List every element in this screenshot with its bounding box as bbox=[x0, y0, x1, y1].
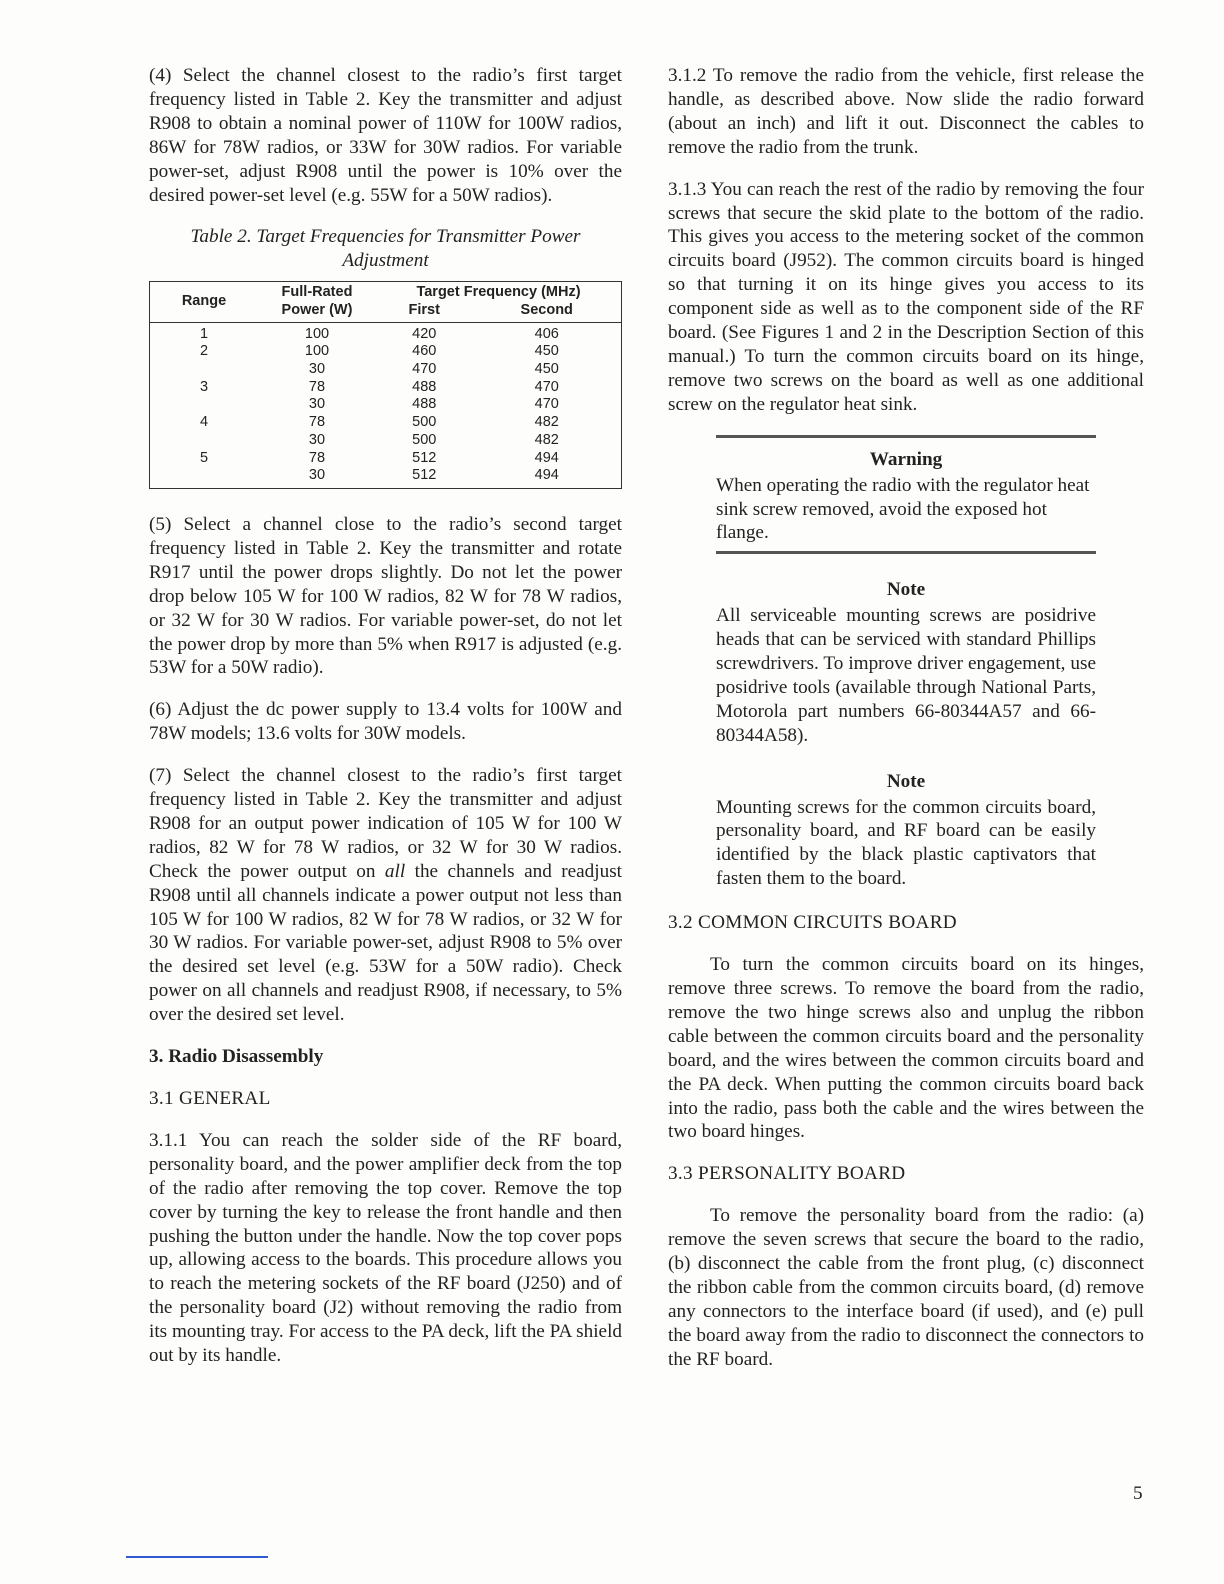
table-cell: 450 bbox=[534, 361, 559, 378]
note-1-text: All serviceable mounting screws are posidrive heads that can be serviced with standard Phillips screwdrivers. To improve driver engagement, use posidrive tools (available through National Parts, Motorola part numbers 66-80344A57 and 66-80344A58). bbox=[716, 605, 1096, 746]
table-cell: 450 bbox=[534, 343, 559, 360]
table-cell: 500 bbox=[412, 431, 437, 448]
caption-line-2: Adjustment bbox=[342, 250, 429, 272]
table-cell bbox=[150, 396, 259, 414]
left-column bbox=[149, 64, 622, 1386]
step-7-emphasis: all bbox=[384, 860, 406, 882]
table-cell: 488 bbox=[412, 396, 437, 413]
table-cell: 30 bbox=[308, 467, 326, 484]
page-number: 5 bbox=[1133, 1483, 1143, 1504]
col-header-range: Range bbox=[150, 282, 259, 322]
section-3-1-2-paragraph: 3.1.2 To remove the radio from the vehicle, first release the handle, as described above. Now slide the radio forward (about an inch) and lift it out. Disconnect the cables to remove the radio from the trunk. bbox=[668, 65, 1144, 158]
table-row bbox=[150, 396, 622, 414]
step-7-text-a: (7) Select the channel closest to the radio’s first target frequency listed in Table 2. Key the transmitter and adjust R908 for an output power indication of 105 W for 100 W radios, 82 W for 78 W radios, or 32 W for 30 W radios. Check the power output on bbox=[149, 765, 622, 882]
table-row bbox=[150, 361, 622, 379]
table-cell: 482 bbox=[534, 414, 559, 431]
table-cell: 78 bbox=[308, 378, 326, 395]
section-3-2-heading: 3.2 COMMON CIRCUITS BOARD bbox=[668, 912, 957, 934]
table-cell: 500 bbox=[412, 414, 437, 431]
section-3-1-1-paragraph: 3.1.1 You can reach the solder side of the RF board, personality board, and the power amplifier deck from the top of the radio after removing the top cover. Remove the top cover by turning the key to release the front handle and then pushing the button under the handle. Now the top cover pops up, allowing access to the boards. This procedure allows you to reach the metering sockets of the RF board (J250) and of the personality board (J2) without removing the radio from its mounting tray. For access to the PA deck, lift the PA shield out by its handle. bbox=[149, 1129, 622, 1367]
section-3-3-heading: 3.3 PERSONALITY BOARD bbox=[668, 1163, 906, 1185]
table-cell: 30 bbox=[308, 396, 326, 413]
table-cell: 30 bbox=[308, 431, 326, 448]
table-cell: 3 bbox=[199, 378, 209, 395]
table-cell: 512 bbox=[412, 449, 437, 466]
warning-box bbox=[716, 435, 1096, 555]
section-3-1-heading: 3.1 GENERAL bbox=[149, 1088, 271, 1110]
section-3-3-paragraph: To remove the personality board from the radio: (a) remove the seven screws that secure the board to the radio, (b) disconnect the cable from the front plug, (c) disconnect the ribbon cable from the common circuits board, (d) remove any connectors to the interface board (if used), and (e) pull the board away from the radio to disconnect the connectors to the RF board. bbox=[668, 1205, 1144, 1370]
caption-line-1: Table 2. Target Frequencies for Transmitter Power bbox=[190, 226, 581, 248]
target-frequency-table bbox=[149, 281, 622, 489]
table-cell: 406 bbox=[534, 325, 559, 342]
table-cell: 1 bbox=[199, 325, 209, 342]
table-cell: 2 bbox=[199, 343, 209, 360]
table-cell: 470 bbox=[534, 378, 559, 395]
note-1-title: Note bbox=[886, 579, 926, 601]
table-cell bbox=[150, 467, 259, 488]
table-cell: 30 bbox=[308, 361, 326, 378]
table-cell: 460 bbox=[412, 343, 437, 360]
table-cell: 420 bbox=[412, 325, 437, 342]
table-cell: 512 bbox=[412, 467, 437, 484]
note-2 bbox=[716, 770, 1096, 892]
right-column bbox=[668, 64, 1144, 1390]
table-cell bbox=[150, 361, 259, 379]
step-7-paragraph bbox=[149, 764, 622, 1027]
table-cell: 5 bbox=[199, 449, 209, 466]
table-cell: 482 bbox=[534, 431, 559, 448]
table-body bbox=[150, 322, 622, 488]
table-cell: 78 bbox=[308, 449, 326, 466]
note-2-title: Note bbox=[886, 770, 926, 792]
col-header-target: Target Frequency (MHz) bbox=[416, 284, 581, 301]
step-7-text-b: the channels and readjust R908 until all channels indicate a power output not less than 105 W for 100 W radios, 82 W for 78 W radios, or 32 W for 30 W radios. For variable power-set, adjust R908 to 5% over the desired set level (e.g. 53W for a 50W radio). Check power on all channels and readjust R908, if necessary, to 5% over the desired set level. bbox=[149, 860, 622, 1026]
table-row bbox=[150, 322, 622, 343]
step-6-paragraph: (6) Adjust the dc power supply to 13.4 volts for 100W and 78W models; 13.6 volts for 30W models. bbox=[149, 699, 622, 745]
section-3-heading: 3. Radio Disassembly bbox=[149, 1046, 324, 1068]
step-5-paragraph: (5) Select a channel close to the radio’s second target frequency listed in Table 2. Key the transmitter and rotate R917 until the power drops slightly. Do not let the power drop below 105 W for 100 W radios, 82 W for 78 W radios, or 32 W for 30 W radios. For variable power-set, do not let the power drop by more than 5% when R917 is adjusted (e.g. 53W for a 50W radio). bbox=[149, 513, 622, 679]
note-2-text: Mounting screws for the common circuits board, personality board, and RF board can be easily identified by the black plastic captivators that fasten them to the board. bbox=[716, 796, 1096, 890]
table-row bbox=[150, 467, 622, 488]
table-row bbox=[150, 379, 622, 397]
step-4-paragraph: (4) Select the channel closest to the radio’s first target frequency listed in Table 2. Key the transmitter and adjust R908 to obtain a nominal power of 110W for 100W radios, 86W for 78W radios, or 33W for 30W radios. For variable power-set, adjust R908 until the power is 10% over the desired power-set level (e.g. 55W for a 50W radios). bbox=[149, 65, 622, 206]
table-row bbox=[150, 432, 622, 450]
table-row bbox=[150, 343, 622, 361]
table-cell: 100 bbox=[304, 325, 330, 342]
table-cell: 4 bbox=[199, 414, 209, 431]
warning-text: When operating the radio with the regulator heat sink screw removed, avoid the exposed hot flange. bbox=[716, 474, 1090, 544]
note-1 bbox=[716, 578, 1096, 747]
warning-title: Warning bbox=[869, 448, 943, 470]
table-cell: 494 bbox=[534, 467, 559, 484]
table-row bbox=[150, 414, 622, 432]
section-3-1-3-paragraph: 3.1.3 You can reach the rest of the radio by removing the four screws that secure the skid plate to the bottom of the radio. This gives you access to the metering socket of the common circuits board (J952). The common circuits board is hinged so that turning it on its hinge gives you access to its component side as well as to the component side of the RF board. (See Figures 1 and 2 in the Description Section of this manual.) To turn the common circuits board on its hinge, remove two screws on the board as well as one additional screw on the regulator heat sink. bbox=[668, 178, 1144, 415]
col-header-second: Second bbox=[472, 302, 621, 322]
table-cell: 470 bbox=[412, 361, 437, 378]
footer-rule bbox=[126, 1556, 268, 1558]
table-cell bbox=[150, 432, 259, 450]
table-row bbox=[150, 450, 622, 468]
table-cell: 100 bbox=[304, 343, 330, 360]
table-2-caption bbox=[149, 225, 622, 273]
col-header-power: Full-Rated Power (W) bbox=[258, 282, 376, 322]
table-cell: 488 bbox=[412, 378, 437, 395]
table-cell: 78 bbox=[308, 414, 326, 431]
col-header-first: First bbox=[376, 302, 472, 322]
table-cell: 494 bbox=[534, 449, 559, 466]
section-3-2-paragraph: To turn the common circuits board on its hinges, remove three screws. To remove the board from the radio, remove the two hinge screws also and unplug the ribbon cable between the common circuits board and the personality board, and the wires between the common circuits board and the PA deck. When putting the common circuits board back into the radio, pass both the cable and the wires between the two board hinges. bbox=[668, 954, 1144, 1143]
table-cell: 470 bbox=[534, 396, 559, 413]
